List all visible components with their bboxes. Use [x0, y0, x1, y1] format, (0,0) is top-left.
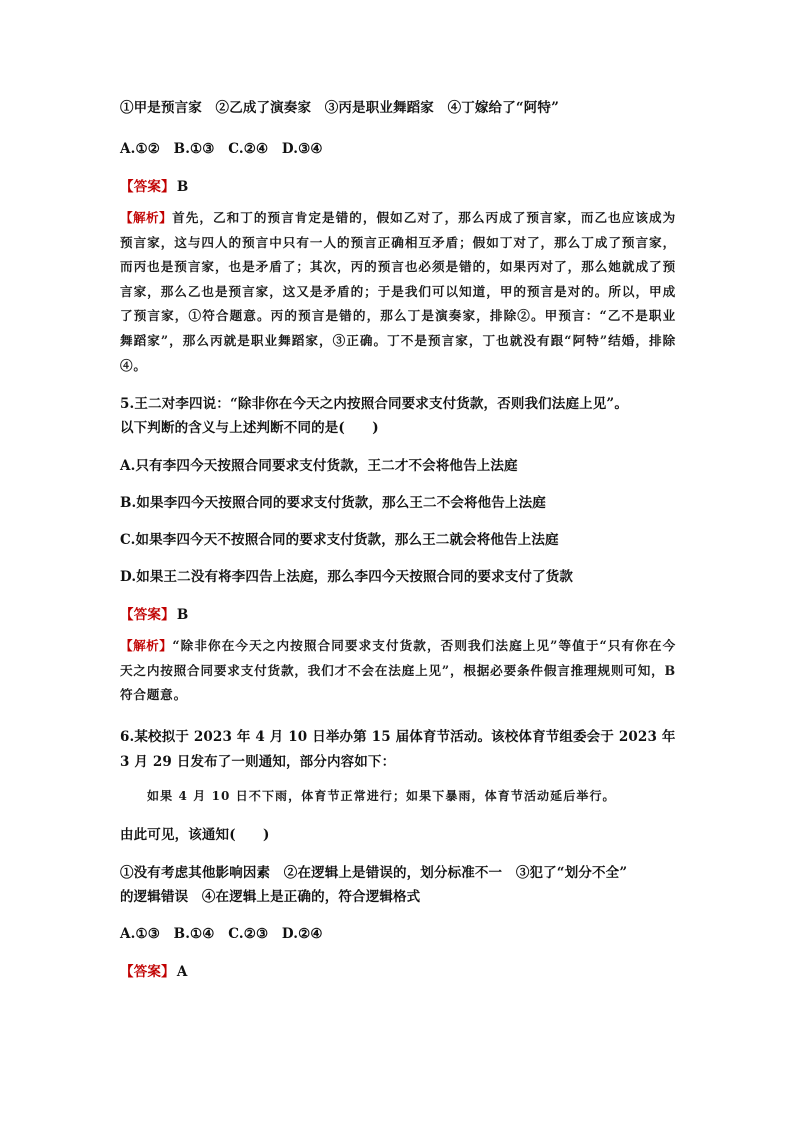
analysis-text: 首先，乙和丁的预言肯定是错的，假如乙对了，那么丙成了预言家，而乙也应该成为预言家，这与四人的预言中只有一人的预言正确相互矛盾；假如丁对了，那么丁成了预言家，而丙也是预言家，也是矛盾了；其次，丙的预言也必须是错的，如果丙对了，那么她就成了预言家，那么乙也是预言家，这又是矛盾的；于是我们可以知道，甲的预言是对的。所以，甲成了预言家，①符合题意。丙的预言是错的，那么丁是演奏家，排除②。甲预言：“乙不是职业舞蹈家”，那么丙就是职业舞蹈家，③正确。丁不是预言家，丁也就没有跟“阿特”结婚，排除④。: [120, 210, 676, 373]
q6-stem-line2: 3 月 29 日发布了一则通知，部分内容如下：: [120, 754, 396, 770]
q5-option-d: D.如果王二没有将李四告上法庭，那么李四今天按照合同的要求支付了货款: [120, 569, 574, 585]
q6-answer-options: A.①③ B.①④ C.②③ D.②④: [120, 926, 323, 942]
q4-statement-items: ①甲是预言家 ②乙成了演奏家 ③丙是职业舞蹈家 ④丁嫁给了“阿特”: [120, 100, 559, 116]
analysis-tag: 【解析】: [120, 638, 173, 653]
q5-option-b: B.如果李四今天按照合同的要求支付货款，那么王二不会将他告上法庭: [120, 495, 546, 511]
q6-items-line2: 的逻辑错误 ④在逻辑上是正确的，符合逻辑格式: [120, 889, 421, 905]
q5-stem-line2: 以下判断的含义与上述判断不同的是( ): [120, 420, 379, 436]
q5-stem-line1: 5.王二对李四说：“除非你在今天之内按照合同要求支付货款，否则我们法庭上见”。: [120, 396, 628, 412]
answer-tag: 【答案】: [120, 607, 175, 623]
answer-value: A: [176, 964, 188, 980]
answer-tag: 【答案】: [120, 179, 175, 195]
q5-option-a: A.只有李四今天按照合同要求支付货款，王二才不会将他告上法庭: [120, 458, 518, 474]
q4-answer-line: [120, 175, 188, 195]
q6-items-line1: ①没有考虑其他影响因素 ②在逻辑上是错误的，划分标准不一 ③犯了“划分不全”: [120, 865, 628, 881]
q4-answer-options: A.①② B.①③ C.②④ D.③④: [120, 141, 323, 157]
q4-analysis: [120, 206, 676, 378]
q6-stem-line1: 6.某校拟于 2023 年 4 月 10 日举办第 15 届体育节活动。该校体育节组委会于 2023 年: [120, 729, 676, 745]
q6-prompt: 由此可见，该通知( ): [120, 827, 270, 843]
q5-option-c: C.如果李四今天不按照合同的要求支付货款，那么王二就会将他告上法庭: [120, 532, 559, 548]
analysis-text: “除非你在今天之内按照合同要求支付货款，否则我们法庭上见”等值于“只有你在今天之内按照合同要求支付货款，我们才不会在法庭上见”，根据必要条件假言推理规则可知，B符合题意。: [120, 638, 676, 703]
answer-value: B: [176, 607, 189, 623]
q5-analysis: [120, 634, 676, 708]
q5-answer-line: [120, 603, 188, 623]
answer-tag: 【答案】: [120, 964, 175, 980]
q6-notice-quote: 如果 4 月 10 日不下雨，体育节正常进行；如果下暴雨，体育节活动延后举行。: [147, 789, 616, 803]
q6-answer-line: [120, 960, 187, 980]
analysis-tag: 【解析】: [120, 210, 173, 225]
answer-value: B: [176, 179, 189, 195]
